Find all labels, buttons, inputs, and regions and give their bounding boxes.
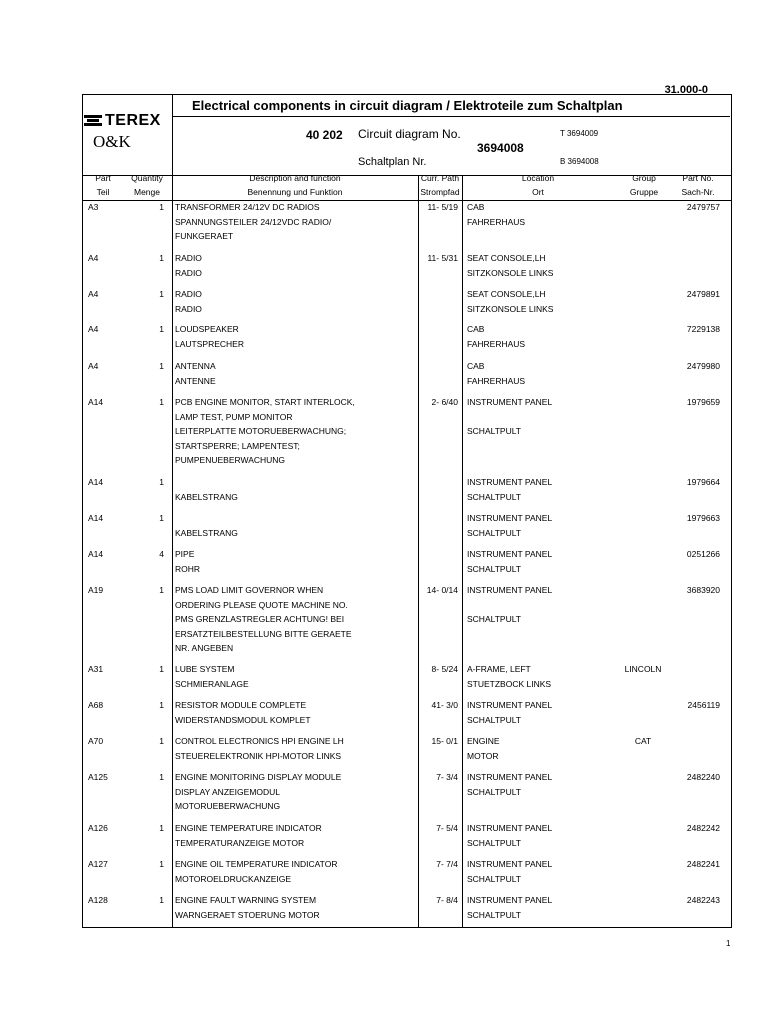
cell-location: SCHALTPULT — [467, 909, 522, 920]
cell-curr-path: 14- 0/14 — [426, 585, 458, 595]
cell-description: WARNGERAET STOERUNG MOTOR — [175, 909, 320, 920]
cell-quantity: 1 — [159, 859, 164, 869]
cell-description: RADIO — [175, 289, 202, 299]
cell-part: A4 — [88, 324, 99, 334]
cell-group: LINCOLN — [624, 664, 662, 674]
header-description: Description and function Benennung und Funktion — [247, 173, 343, 197]
cell-description: WIDERSTANDSMODUL KOMPLET — [175, 714, 311, 725]
cell-curr-path: 11- 5/31 — [427, 253, 458, 263]
cell-part-no: 7229138 — [686, 324, 720, 334]
cell-part: A3 — [88, 202, 99, 212]
cell-location: SITZKONSOLE LINKS — [467, 303, 554, 314]
cell-quantity: 4 — [159, 549, 164, 559]
cell-description: RADIO — [175, 267, 202, 278]
cell-description: ANTENNE — [175, 375, 216, 386]
cell-group: CAT — [634, 736, 652, 746]
brand-sub: O&K — [93, 132, 131, 151]
cell-quantity: 1 — [159, 823, 164, 833]
cell-quantity: 1 — [159, 289, 164, 299]
cell-part-no: 2456119 — [687, 700, 720, 710]
cell-location: INSTRUMENT PANEL — [467, 549, 553, 559]
cell-part-no: 2482242 — [686, 823, 720, 833]
cell-part: A70 — [88, 736, 104, 746]
cell-location: SCHALTPULT — [467, 563, 522, 574]
cell-description: LAMP TEST, PUMP MONITOR — [175, 411, 293, 422]
cell-location: SCHALTPULT — [467, 873, 522, 884]
cell-location: ENGINE — [467, 736, 500, 746]
cell-part-no: 2482241 — [686, 859, 720, 869]
header-part: Part Teil — [95, 173, 111, 197]
cell-description: STEUERELEKTRONIK HPI-MOTOR LINKS — [175, 750, 342, 761]
cell-location: SCHALTPULT — [467, 786, 522, 797]
cell-description: ORDERING PLEASE QUOTE MACHINE NO. — [175, 599, 348, 610]
cell-part-no: 2479891 — [686, 289, 720, 299]
cell-description: MOTOROELDRUCKANZEIGE — [175, 873, 292, 884]
cell-location: SCHALTPULT — [467, 527, 522, 538]
cell-description: PIPE — [175, 549, 195, 559]
cell-part: A126 — [88, 823, 108, 833]
cell-location: SCHALTPULT — [467, 714, 522, 725]
cell-curr-path: 2- 6/40 — [431, 397, 458, 407]
title-underline — [172, 116, 730, 117]
cell-location: INSTRUMENT PANEL — [467, 772, 553, 782]
cell-location: INSTRUMENT PANEL — [467, 859, 553, 869]
cell-quantity: 1 — [159, 361, 164, 371]
cell-quantity: 1 — [159, 700, 164, 710]
cell-part: A68 — [88, 700, 104, 710]
cell-location: CAB — [467, 361, 485, 371]
cell-location: SITZKONSOLE LINKS — [467, 267, 554, 278]
logo-divider — [172, 95, 173, 175]
cell-description: NR. ANGEBEN — [175, 643, 234, 654]
cell-quantity: 1 — [159, 895, 164, 905]
cell-location: SEAT CONSOLE,LH — [467, 289, 546, 299]
cell-part-no: 2479980 — [686, 361, 720, 371]
cell-location: INSTRUMENT PANEL — [467, 700, 553, 710]
cell-location: CAB — [467, 324, 485, 334]
cell-description: LOUDSPEAKER — [175, 324, 239, 334]
cell-part-no: 2479757 — [686, 202, 720, 212]
cell-quantity: 1 — [159, 397, 164, 407]
cell-description: LUBE SYSTEM — [175, 664, 235, 674]
cell-part-no: 1979659 — [686, 397, 720, 407]
col-divider-location — [462, 175, 463, 927]
circuit-diagram-label: Circuit diagram No. — [358, 127, 461, 141]
cell-quantity: 1 — [159, 324, 164, 334]
cell-description: TEMPERATURANZEIGE MOTOR — [175, 837, 305, 848]
cell-quantity: 1 — [159, 513, 164, 523]
cell-curr-path: 7- 5/4 — [436, 823, 458, 833]
cell-quantity: 1 — [159, 202, 164, 212]
cell-description: SCHMIERANLAGE — [175, 678, 249, 689]
cell-description: PUMPENUEBERWACHUNG — [175, 455, 286, 466]
document-number: 40 202 — [306, 128, 343, 142]
cell-part-no: 2482240 — [686, 772, 720, 782]
cell-part: A128 — [88, 895, 108, 905]
cell-description: PMS GRENZLASTREGLER ACHTUNG! BEI — [175, 614, 345, 625]
cell-location: SCHALTPULT — [467, 491, 522, 502]
cell-part-no: 1979664 — [686, 477, 720, 487]
brand-logo — [84, 112, 170, 152]
cell-description: SPANNUNGSTEILER 24/12VDC RADIO/ — [175, 216, 332, 227]
cell-part: A14 — [88, 549, 104, 559]
cell-description: ERSATZTEILBESTELLUNG BITTE GERAETE — [175, 628, 352, 639]
cell-description: ENGINE TEMPERATURE INDICATOR — [175, 823, 322, 833]
header-quantity: Quantity Menge — [131, 173, 163, 197]
cell-part-no: 2482243 — [686, 895, 720, 905]
cell-location: SCHALTPULT — [467, 837, 522, 848]
cell-part-no: 1979663 — [686, 513, 720, 523]
circuit-diagram-number: 3694008 — [477, 141, 524, 155]
cell-curr-path: 8- 5/24 — [431, 664, 458, 674]
cell-quantity: 1 — [159, 772, 164, 782]
cell-quantity: 1 — [159, 664, 164, 674]
cell-description: ENGINE MONITORING DISPLAY MODULE — [175, 772, 342, 782]
cell-part: A14 — [88, 397, 104, 407]
brand-name: TEREX — [105, 112, 161, 129]
t-reference: T 3694009 — [560, 129, 599, 138]
cell-part: A4 — [88, 361, 99, 371]
cell-quantity: 1 — [159, 736, 164, 746]
b-reference: B 3694008 — [560, 157, 599, 166]
cell-description: LEITERPLATTE MOTORUEBERWACHUNG; — [175, 426, 347, 437]
cell-description: DISPLAY ANZEIGEMODUL — [175, 786, 281, 797]
cell-location: INSTRUMENT PANEL — [467, 513, 553, 523]
cell-part: A125 — [88, 772, 108, 782]
page-reference: 31.000-0 — [664, 84, 708, 96]
cell-description: STARTSPERRE; LAMPENTEST; — [175, 440, 300, 451]
cell-quantity: 1 — [159, 253, 164, 263]
cell-description: PMS LOAD LIMIT GOVERNOR WHEN — [175, 585, 324, 595]
cell-location: MOTOR — [467, 750, 499, 761]
cell-part: A14 — [88, 513, 104, 523]
cell-description: TRANSFORMER 24/12V DC RADIOS — [175, 202, 320, 212]
cell-description: ANTENNA — [175, 361, 216, 371]
header-part-no: Part No. Sach-Nr. — [681, 173, 715, 197]
cell-part-no: 3683920 — [686, 585, 720, 595]
cell-curr-path: 41- 3/0 — [431, 700, 458, 710]
cell-quantity: 1 — [159, 585, 164, 595]
cell-location: INSTRUMENT PANEL — [467, 477, 553, 487]
cell-location: INSTRUMENT PANEL — [467, 397, 553, 407]
cell-description: PCB ENGINE MONITOR, START INTERLOCK, — [175, 397, 355, 407]
terex-emblem-icon — [84, 115, 102, 127]
cell-location: CAB — [467, 202, 485, 212]
cell-location: INSTRUMENT PANEL — [467, 585, 553, 595]
cell-part: A127 — [88, 859, 108, 869]
header-group: Group Gruppe — [629, 173, 659, 197]
cell-part: A31 — [88, 664, 104, 674]
col-divider-desc — [172, 175, 173, 927]
page-title: Electrical components in circuit diagram / Elektroteile zum Schaltplan — [192, 98, 623, 113]
cell-part-no: 0251266 — [686, 549, 720, 559]
cell-description: CONTROL ELECTRONICS HPI ENGINE LH — [175, 736, 344, 746]
cell-description: ROHR — [175, 563, 201, 574]
footer-page-number: 1 — [726, 939, 731, 948]
cell-description: RESISTOR MODULE COMPLETE — [175, 700, 307, 710]
cell-description: MOTORUEBERWACHUNG — [175, 801, 281, 812]
cell-curr-path: 15- 0/1 — [431, 736, 458, 746]
cell-description: KABELSTRANG — [175, 527, 238, 538]
cell-location: SEAT CONSOLE,LH — [467, 253, 546, 263]
cell-part: A4 — [88, 289, 99, 299]
cell-curr-path: 7- 7/4 — [436, 859, 458, 869]
header-location: Location Ort — [521, 173, 555, 197]
cell-description: KABELSTRANG — [175, 491, 238, 502]
cell-location: A-FRAME, LEFT — [467, 664, 531, 674]
cell-description: LAUTSPRECHER — [175, 338, 244, 349]
cell-location: FAHRERHAUS — [467, 338, 526, 349]
col-divider-path — [418, 175, 419, 927]
cell-part: A14 — [88, 477, 104, 487]
cell-location: INSTRUMENT PANEL — [467, 823, 553, 833]
cell-location: STUETZBOCK LINKS — [467, 678, 552, 689]
cell-part: A19 — [88, 585, 104, 595]
header-curr-path: Curr. Path Strompfad — [420, 173, 460, 197]
cell-location: INSTRUMENT PANEL — [467, 895, 553, 905]
cell-curr-path: 7- 3/4 — [436, 772, 458, 782]
schaltplan-label: Schaltplan Nr. — [358, 156, 427, 168]
cell-location: SCHALTPULT — [467, 426, 522, 437]
cell-part: A4 — [88, 253, 99, 263]
cell-description: FUNKGERAET — [175, 231, 234, 242]
cell-description: RADIO — [175, 303, 202, 314]
cell-location: SCHALTPULT — [467, 614, 522, 625]
cell-curr-path: 7- 8/4 — [436, 895, 458, 905]
cell-location: FAHRERHAUS — [467, 375, 526, 386]
cell-location: FAHRERHAUS — [467, 216, 526, 227]
cell-curr-path: 11- 5/19 — [427, 202, 458, 212]
cell-description: RADIO — [175, 253, 202, 263]
cell-description: ENGINE FAULT WARNING SYSTEM — [175, 895, 317, 905]
cell-quantity: 1 — [159, 477, 164, 487]
cell-description: ENGINE OIL TEMPERATURE INDICATOR — [175, 859, 338, 869]
